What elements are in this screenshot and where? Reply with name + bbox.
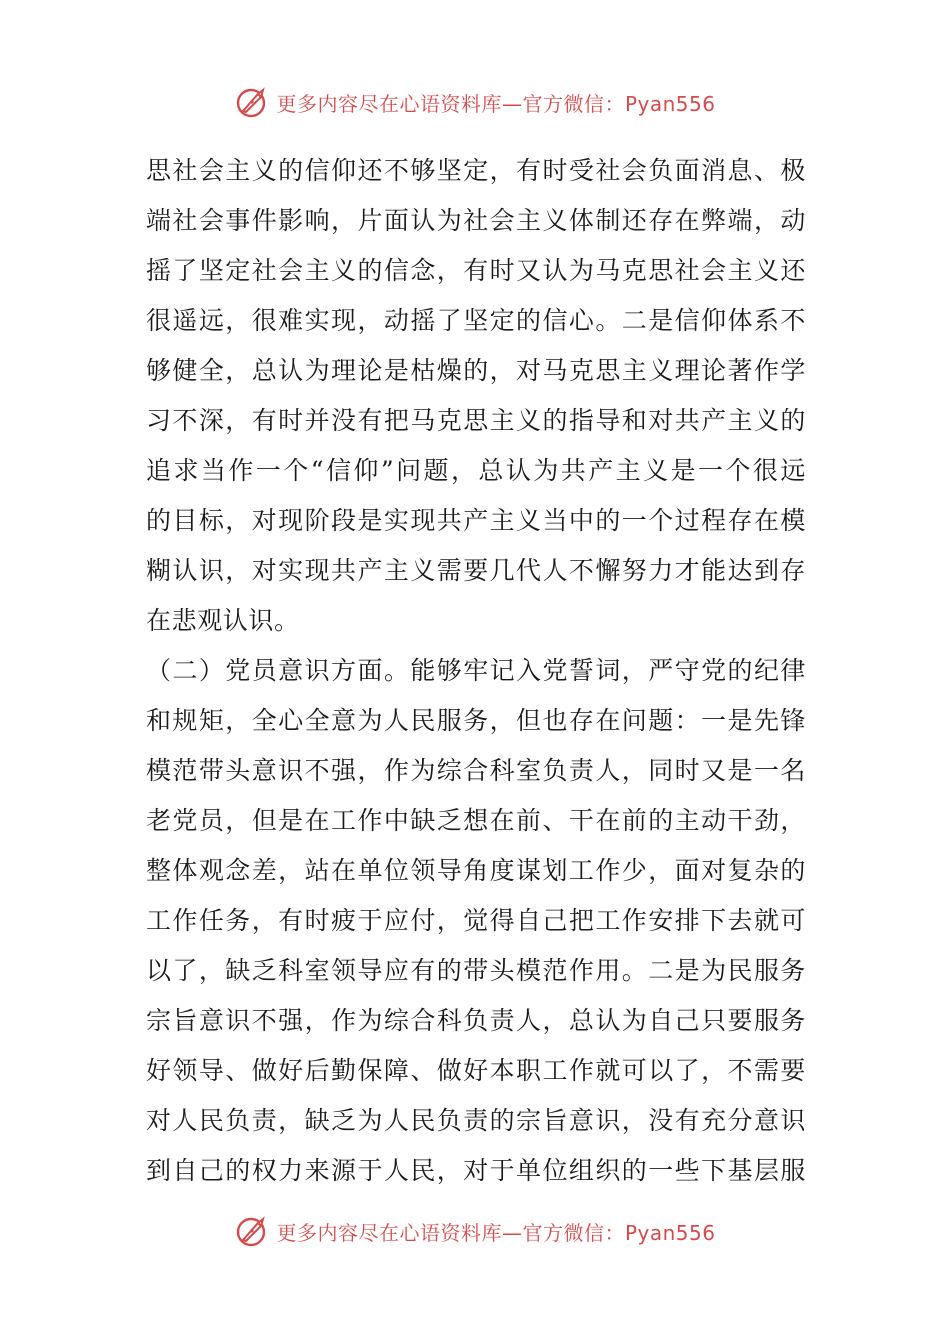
text-line: （二）党员意识方面。能够牢记入党誓词，严守党的纪律: [146, 656, 806, 685]
text-line: 端社会事件影响，片面认为社会主义体制还存在弊端，动: [146, 206, 806, 235]
text-line: 老党员，但是在工作中缺乏想在前、干在前的主动干劲，: [146, 806, 806, 835]
text-line: 工作任务，有时疲于应付，觉得自己把工作安排下去就可: [146, 906, 806, 935]
paragraph-2: [146, 646, 806, 1196]
text-line: 的目标，对现阶段是实现共产主义当中的一个过程存在模: [146, 506, 806, 535]
text-line: 到自己的权力来源于人民，对于单位组织的一些下基层服: [146, 1156, 806, 1185]
text-line: 对人民负责，缺乏为人民负责的宗旨意识，没有充分意识: [146, 1106, 806, 1135]
pen-nib-circle-icon: [234, 1213, 270, 1249]
text-line: 摇了坚定社会主义的信念，有时又认为马克思社会主义还: [146, 256, 806, 285]
text-line: 模范带头意识不强，作为综合科室负责人，同时又是一名: [146, 756, 806, 785]
text-line: 以了，缺乏科室领导应有的带头模范作用。二是为民服务: [146, 956, 806, 985]
text-line: 在悲观认识。: [146, 606, 300, 635]
text-line: 整体观念差，站在单位领导角度谋划工作少，面对复杂的: [146, 856, 806, 885]
text-line: 好领导、做好后勤保障、做好本职工作就可以了，不需要: [146, 1056, 806, 1085]
text-line: 糊认识，对实现共产主义需要几代人不懈努力才能达到存: [146, 556, 806, 585]
text-line: 追求当作一个“信仰”问题，总认为共产主义是一个很远: [146, 456, 806, 485]
document-body: [146, 146, 806, 1196]
paragraph-1: [146, 146, 806, 646]
text-line: 够健全，总认为理论是枯燥的，对马克思主义理论著作学: [146, 356, 806, 385]
pen-nib-circle-icon: [234, 84, 270, 120]
text-line: 习不深，有时并没有把马克思主义的指导和对共产主义的: [146, 406, 806, 435]
watermark-text: 更多内容尽在心语资料库—官方微信：Pyan556: [276, 91, 716, 116]
text-line: 思社会主义的信仰还不够坚定，有时受社会负面消息、极: [146, 156, 806, 185]
text-line: 宗旨意识不强，作为综合科负责人，总认为自己只要服务: [146, 1006, 806, 1035]
footer-watermark-banner: [0, 1209, 950, 1253]
header-watermark-banner: [0, 80, 950, 124]
watermark-text: 更多内容尽在心语资料库—官方微信：Pyan556: [276, 1220, 716, 1245]
text-line: 很遥远，很难实现，动摇了坚定的信心。二是信仰体系不: [146, 306, 806, 335]
text-line: 和规矩，全心全意为人民服务，但也存在问题：一是先锋: [146, 706, 806, 735]
